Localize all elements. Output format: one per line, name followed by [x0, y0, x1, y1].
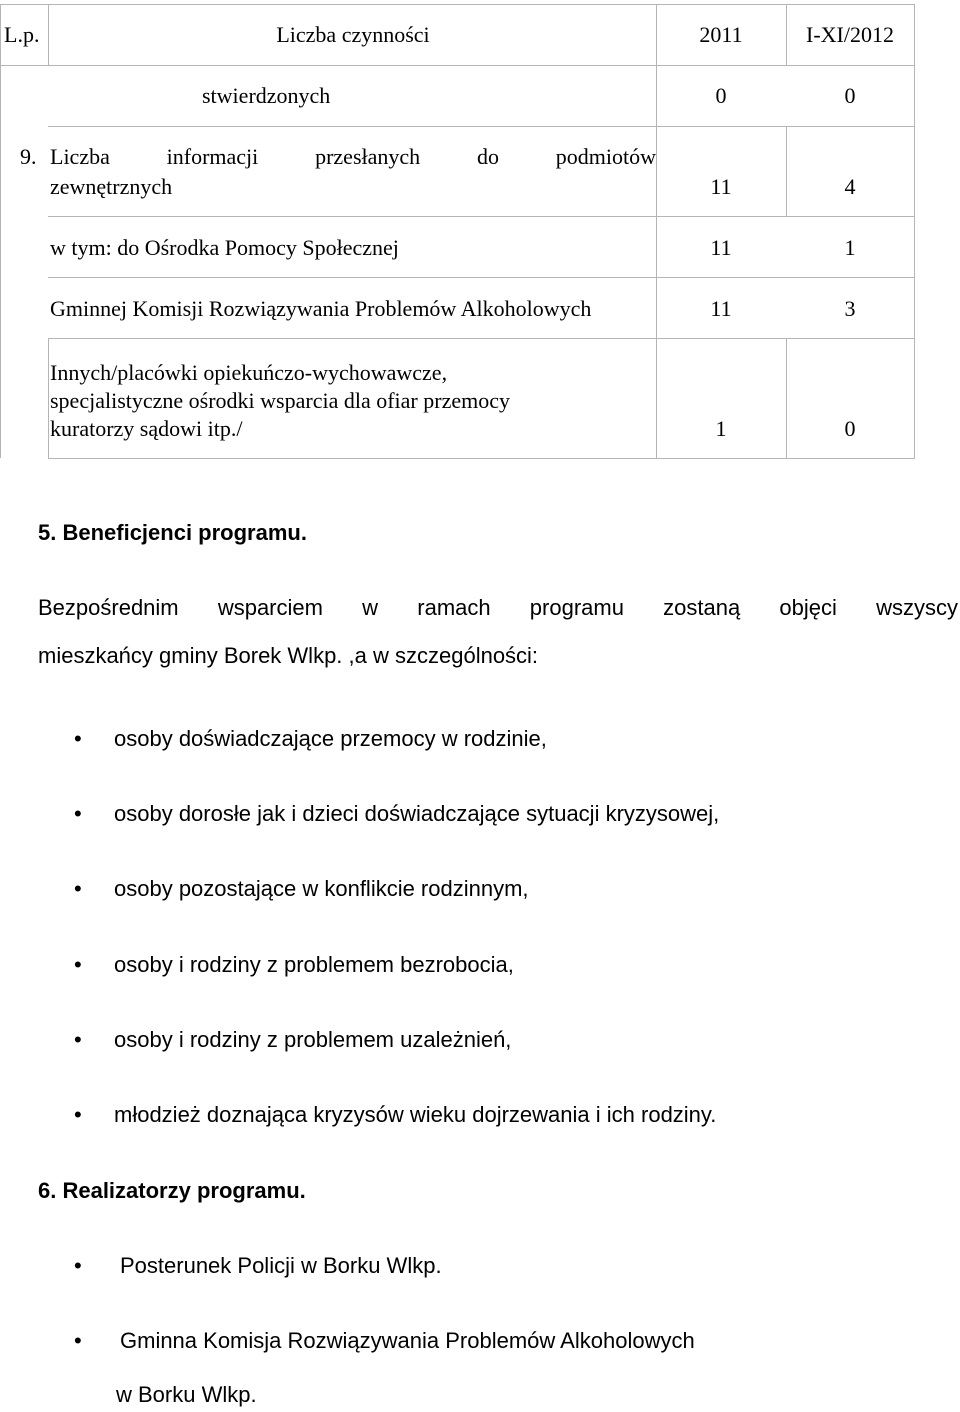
bullet-icon: •: [74, 876, 82, 901]
row-value-2012: 0: [844, 416, 856, 441]
header-lp: L.p.: [4, 22, 40, 47]
paragraph-line: mieszkańcy gminy Borek Wlkp. ,a w szczególności:: [38, 643, 539, 668]
bullet-icon: •: [74, 1102, 82, 1127]
list-item: [74, 1326, 954, 1356]
row-label-line2: specjalistyczne ośrodki wsparcia dla ofiar przemocy: [50, 388, 510, 413]
row-label-line1: Liczba informacji przesłanych do podmiotów: [50, 144, 656, 169]
row-value-2012: 1: [844, 235, 856, 260]
list-item-text: Posterunek Policji w Borku Wlkp.: [120, 1253, 442, 1278]
list-item: [74, 874, 954, 904]
row-value-2011: 11: [710, 174, 732, 199]
list-item-text: osoby dorosłe jak i dzieci doświadczające sytuacji kryzysowej,: [114, 801, 720, 826]
row-value-2011: 11: [710, 235, 732, 260]
row-label: Gminnej Komisji Rozwiązywania Problemów Alkoholowych: [50, 296, 592, 321]
list-item: [74, 1025, 954, 1055]
list-item: [74, 724, 954, 754]
list-item-text: młodzież doznająca kryzysów wieku dojrzewania i ich rodziny.: [114, 1102, 717, 1127]
list-item-text: osoby pozostające w konflikcie rodzinnym,: [114, 876, 529, 901]
list-item-text: osoby i rodziny z problemem uzależnień,: [114, 1027, 512, 1052]
bullet-icon: •: [74, 1328, 82, 1353]
bullet-icon: •: [74, 1027, 82, 1052]
bullet-icon: •: [74, 801, 82, 826]
list-item-continuation: [116, 1380, 516, 1410]
paragraph-line: w Borku Wlkp.: [116, 1382, 257, 1407]
row-value-2012: 0: [844, 83, 856, 108]
row-label-line1: Innych/placówki opiekuńczo-wychowawcze,: [50, 360, 448, 385]
list-item: [74, 1100, 954, 1130]
row-label: w tym: do Ośrodka Pomocy Społecznej: [50, 235, 399, 260]
row-value-2012: 3: [844, 296, 856, 321]
bullet-icon: •: [74, 1253, 82, 1278]
header-2011: 2011: [699, 22, 743, 47]
row-value-2011: 0: [715, 83, 727, 108]
paragraph-line: Bezpośrednim wsparciem w ramach programu zostaną objęci wszyscy: [38, 595, 958, 620]
list-item-text: osoby i rodziny z problemem bezrobocia,: [114, 952, 514, 977]
row-label-line3: kuratorzy sądowi itp./: [50, 416, 243, 441]
list-item: [74, 799, 954, 829]
list-item-text: osoby doświadczające przemocy w rodzinie,: [114, 726, 547, 751]
list-item: [74, 950, 954, 980]
row-label-line2: zewnętrznych: [50, 174, 173, 199]
header-2012: I-XI/2012: [806, 22, 894, 47]
section-heading: 5. Beneficjenci programu.: [38, 520, 307, 545]
intro-paragraph: [38, 593, 958, 673]
list-item-text: Gminna Komisja Rozwiązywania Problemów Alkoholowych: [120, 1328, 695, 1353]
row-value-2011: 1: [715, 416, 727, 441]
bullet-icon: •: [74, 726, 82, 751]
row-value-2011: 11: [710, 296, 732, 321]
row-value-2012: 4: [844, 174, 856, 199]
section-heading: 6. Realizatorzy programu.: [38, 1178, 306, 1203]
list-item: [74, 1251, 954, 1281]
row-lp: 9.: [20, 144, 37, 169]
header-name: Liczba czynności: [276, 22, 430, 47]
bullet-icon: •: [74, 952, 82, 977]
row-label: stwierdzonych: [202, 83, 331, 108]
